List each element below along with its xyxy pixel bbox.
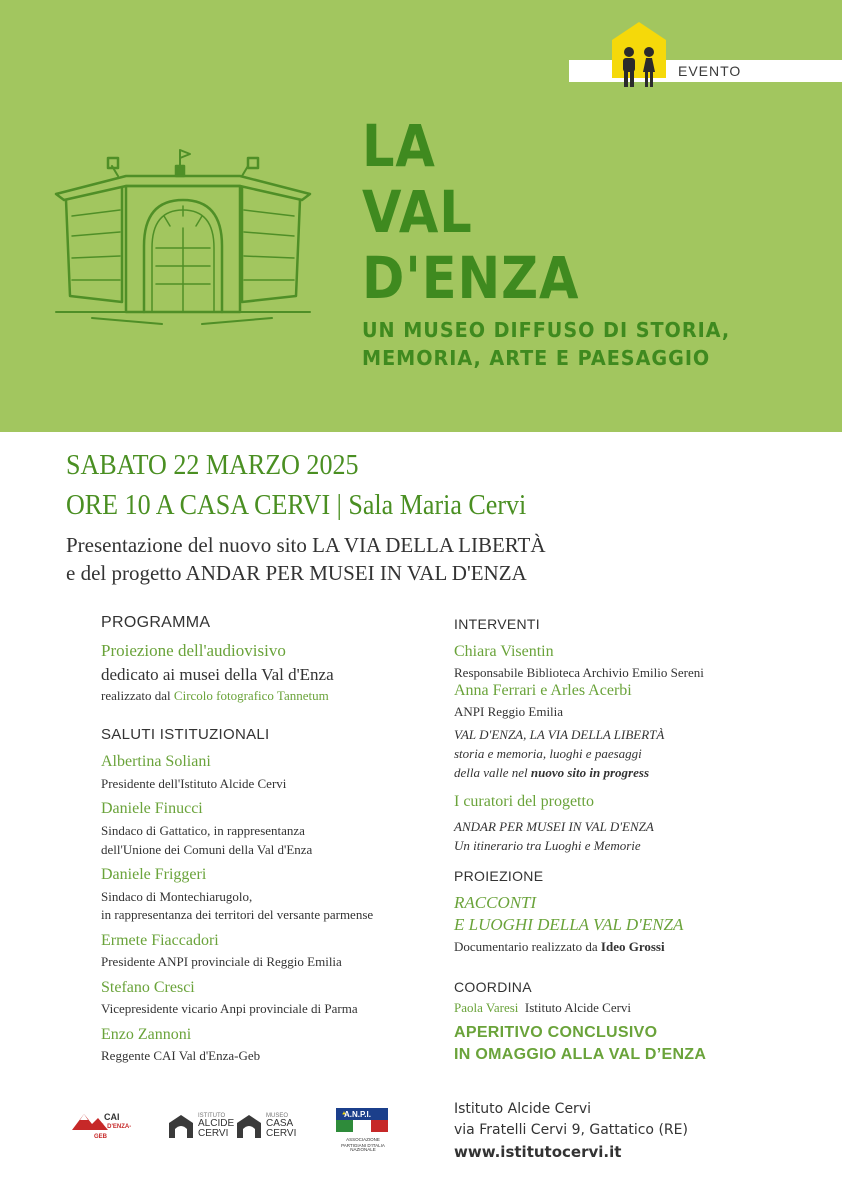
- footer-website-link[interactable]: www.istitutocervi.it: [454, 1143, 622, 1161]
- interventi-heading: INTERVENTI: [454, 616, 540, 632]
- presentation-line-1: Presentazione del nuovo sito LA VIA DELLA LIBERTÀ: [66, 533, 546, 557]
- topic-line-3-bold: nuovo sito in progress: [530, 765, 650, 780]
- subtitle-line-1: UN MUSEO DIFFUSO DI STORIA,: [362, 318, 731, 342]
- istituto-label-1: ALCIDE: [198, 1118, 235, 1129]
- anpi-label: A.N.P.I.: [344, 1110, 371, 1119]
- museo-cervi-logo: [236, 1111, 302, 1141]
- saluti-role-5: Vicepresidente vicario Anpi provinciale di Parma: [101, 1001, 358, 1016]
- saluti-role-4: Presidente ANPI provinciale di Reggio Emilia: [101, 954, 342, 969]
- curators-title: I curatori del progetto: [454, 793, 594, 810]
- audiovisual-desc: dedicato ai musei della Val d'Enza: [101, 665, 334, 684]
- presentation-line-2: e del progetto ANDAR PER MUSEI IN VAL D'ENZA: [66, 561, 527, 585]
- proiezione-desc: [454, 939, 665, 955]
- programma-heading: PROGRAMMA: [101, 614, 211, 631]
- event-date: SABATO 22 MARZO 2025: [66, 450, 359, 481]
- saluti-role-3b: in rappresentanza dei territori del versante parmense: [101, 907, 374, 922]
- saluti-name-2: Daniele Finucci: [101, 800, 203, 817]
- museo-label-2: CERVI: [266, 1128, 297, 1139]
- coordina-org: Istituto Alcide Cervi: [524, 1000, 632, 1015]
- saluti-role-6: Reggente CAI Val d'Enza-Geb: [101, 1048, 261, 1063]
- istituto-small-label: ISTITUTO: [198, 1113, 226, 1119]
- curators-topic-1: ANDAR PER MUSEI IN VAL D'ENZA: [454, 819, 654, 834]
- speaker-2-role: ANPI Reggio Emilia: [454, 704, 564, 719]
- topic-line-3: [454, 765, 649, 781]
- coordina-heading: COORDINA: [454, 979, 532, 995]
- title-line-3: D'ENZA: [362, 244, 580, 312]
- istituto-cervi-house-icon: [168, 1113, 194, 1139]
- museo-label-1: CASA: [266, 1118, 294, 1129]
- curators-topic-2: Un itinerario tra Luoghi e Memorie: [454, 838, 641, 853]
- aperitivo-line-1: APERITIVO CONCLUSIVO: [454, 1024, 658, 1041]
- proiezione-title-2: E LUOGHI DELLA VAL D'ENZA: [454, 915, 684, 934]
- topic-line-3-prefix: della valle nel: [454, 765, 528, 780]
- anpi-sub-2: PARTIGIANI D'ITALIA: [341, 1143, 385, 1148]
- event-badge-label: EVENTO: [678, 63, 742, 79]
- realized-by-prefix: realizzato dal: [101, 688, 171, 703]
- farmhouse-illustration: [52, 136, 314, 330]
- title-line-2: VAL: [362, 178, 473, 246]
- saluti-role-3a: Sindaco di Montechiarugolo,: [101, 889, 253, 904]
- speaker-2-name: Anna Ferrari e Arles Acerbi: [454, 682, 632, 699]
- cai-text-2: VAL D'ENZA-GEB: [94, 1124, 132, 1140]
- realized-by: [101, 688, 329, 704]
- coordina-line: [454, 1000, 631, 1016]
- anpi-logo: [334, 1108, 392, 1152]
- cai-text-1: CAI: [104, 1112, 120, 1122]
- proiezione-title-1: RACCONTI: [454, 893, 537, 912]
- speaker-1-name: Chiara Visentin: [454, 643, 554, 660]
- saluti-role-2b: dell'Unione dei Comuni della Val d'Enza: [101, 842, 313, 857]
- museo-cervi-house-icon: [236, 1113, 262, 1139]
- saluti-name-3: Daniele Friggeri: [101, 866, 207, 883]
- house-family-icon: [612, 22, 666, 88]
- saluti-role-1: Presidente dell'Istituto Alcide Cervi: [101, 776, 287, 791]
- title-line-1: LA: [362, 112, 436, 180]
- speaker-1-role: Responsabile Biblioteca Archivio Emilio Sereni: [454, 665, 704, 680]
- proiezione-heading: PROIEZIONE: [454, 868, 544, 884]
- saluti-name-4: Ermete Fiaccadori: [101, 932, 219, 949]
- saluti-role-2a: Sindaco di Gattatico, in rappresentanza: [101, 823, 305, 838]
- topic-line-2: storia e memoria, luoghi e paesaggi: [454, 746, 642, 761]
- footer-address-1: Istituto Alcide Cervi: [454, 1101, 591, 1117]
- topic-line-1: VAL D'ENZA, LA VIA DELLA LIBERTÀ: [454, 727, 665, 742]
- proiezione-author: Ideo Grossi: [600, 939, 665, 954]
- saluti-name-1: Albertina Soliani: [101, 753, 211, 770]
- anpi-sub-1: ASSOCIAZIONE NAZIONALE: [346, 1137, 380, 1152]
- istituto-label-2: CERVI: [198, 1128, 229, 1139]
- subtitle-line-2: MEMORIA, ARTE E PAESAGGIO: [362, 346, 711, 370]
- museo-small-label: MUSEO: [266, 1113, 289, 1119]
- aperitivo-line-2: IN OMAGGIO ALLA VAL D’ENZA: [454, 1046, 707, 1063]
- footer-address-2: via Fratelli Cervi 9, Gattatico (RE): [454, 1122, 688, 1138]
- proiezione-desc-prefix: Documentario realizzato da: [454, 939, 598, 954]
- audiovisual-title: Proiezione dell'audiovisivo: [101, 641, 286, 660]
- saluti-heading: SALUTI ISTITUZIONALI: [101, 726, 270, 743]
- coordina-name: Paola Varesi: [454, 1000, 519, 1015]
- cai-logo: [70, 1108, 132, 1142]
- saluti-name-6: Enzo Zannoni: [101, 1026, 192, 1043]
- istituto-cervi-logo: [168, 1111, 235, 1141]
- realized-by-name: Circolo fotografico Tannetum: [173, 688, 329, 703]
- event-time-place: ORE 10 A CASA CERVI | Sala Maria Cervi: [66, 490, 527, 521]
- saluti-name-5: Stefano Cresci: [101, 979, 195, 996]
